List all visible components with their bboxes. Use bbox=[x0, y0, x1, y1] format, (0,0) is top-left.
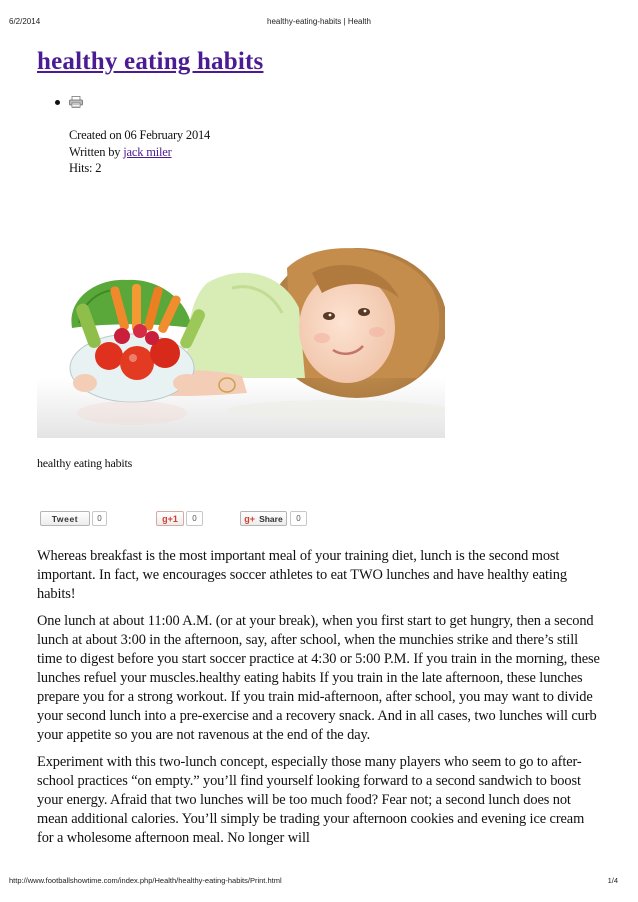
print-date: 6/2/2014 bbox=[9, 17, 41, 26]
gplus-share-icon: g+ bbox=[244, 513, 256, 524]
author-line bbox=[69, 144, 210, 161]
gplus-one-button[interactable] bbox=[156, 511, 184, 526]
print-icon-item[interactable] bbox=[55, 95, 83, 109]
gplus-share-button[interactable] bbox=[240, 511, 287, 526]
tweet-label: Tweet bbox=[51, 513, 79, 524]
tweet-count: 0 bbox=[92, 511, 107, 526]
created-date: Created on 06 February 2014 bbox=[69, 128, 211, 142]
child-with-vegetables-illustration bbox=[37, 228, 445, 438]
article-meta bbox=[69, 127, 210, 177]
print-page-title: healthy-eating-habits | Health bbox=[267, 17, 371, 26]
paragraph: One lunch at about 11:00 A.M. (or at your break), when you first start to get hungry, then a second lunch at about 3:00 in the afternoon, say, after school, when the munchies strike and there’s still time to digest before you start soccer practice at 4:30 or 5:00 P.M. If you train in the morning, these lunches refuel your muscles.healthy eating habits If you train in the late afternoon, these lunches prepare you for a strong workout. If you train mid-afternoon, after school, you may want to divide your second lunch into a pre-exercise and a recovery snack. And in all cases, two lunches will curb your appetite so you are not ravenous at the end of the day. bbox=[37, 613, 600, 743]
gplus-one-label: +1 bbox=[167, 513, 178, 524]
print-header bbox=[0, 17, 638, 29]
bullet bbox=[55, 100, 60, 105]
paragraph: Whereas breakfast is the most important meal of your training diet, lunch is the second most important. In fact, we encourages soccer athletes to eat TWO lunches and have healthy eating habits! bbox=[37, 548, 567, 602]
print-footer bbox=[0, 876, 638, 888]
share-count: 0 bbox=[290, 511, 307, 526]
author-link[interactable]: jack miler bbox=[123, 144, 172, 159]
share-label: Share bbox=[259, 513, 283, 524]
article-title[interactable]: healthy eating habits bbox=[37, 48, 264, 75]
hits-count: Hits: 2 bbox=[69, 161, 102, 175]
article-body bbox=[37, 547, 603, 856]
print-icon[interactable] bbox=[69, 96, 83, 108]
paragraph: Experiment with this two-lunch concept, especially those many players who seem to go to after-school practices “on empty.” you’ll find yourself looking forward to a second sandwich to boost your energy. Afraid that two lunches will be too much food? Fear not; a second lunch does not mean additional calories. You’ll simply be trading your afternoon cookies and evening ice cream for a wholesome afternoon meal. No longer will bbox=[37, 754, 585, 846]
print-url: http://www.footballshowtime.com/index.php/Health/healthy-eating-habits/Print.html bbox=[9, 876, 282, 885]
article-icons bbox=[55, 95, 83, 109]
gplus-count: 0 bbox=[186, 511, 203, 526]
page-number: 1/4 bbox=[607, 876, 618, 885]
gplus-icon: g bbox=[162, 513, 168, 524]
written-by-label: Written by bbox=[69, 144, 121, 159]
tweet-button[interactable] bbox=[40, 511, 90, 526]
image-caption: healthy eating habits bbox=[37, 456, 133, 470]
article-image bbox=[37, 228, 445, 438]
